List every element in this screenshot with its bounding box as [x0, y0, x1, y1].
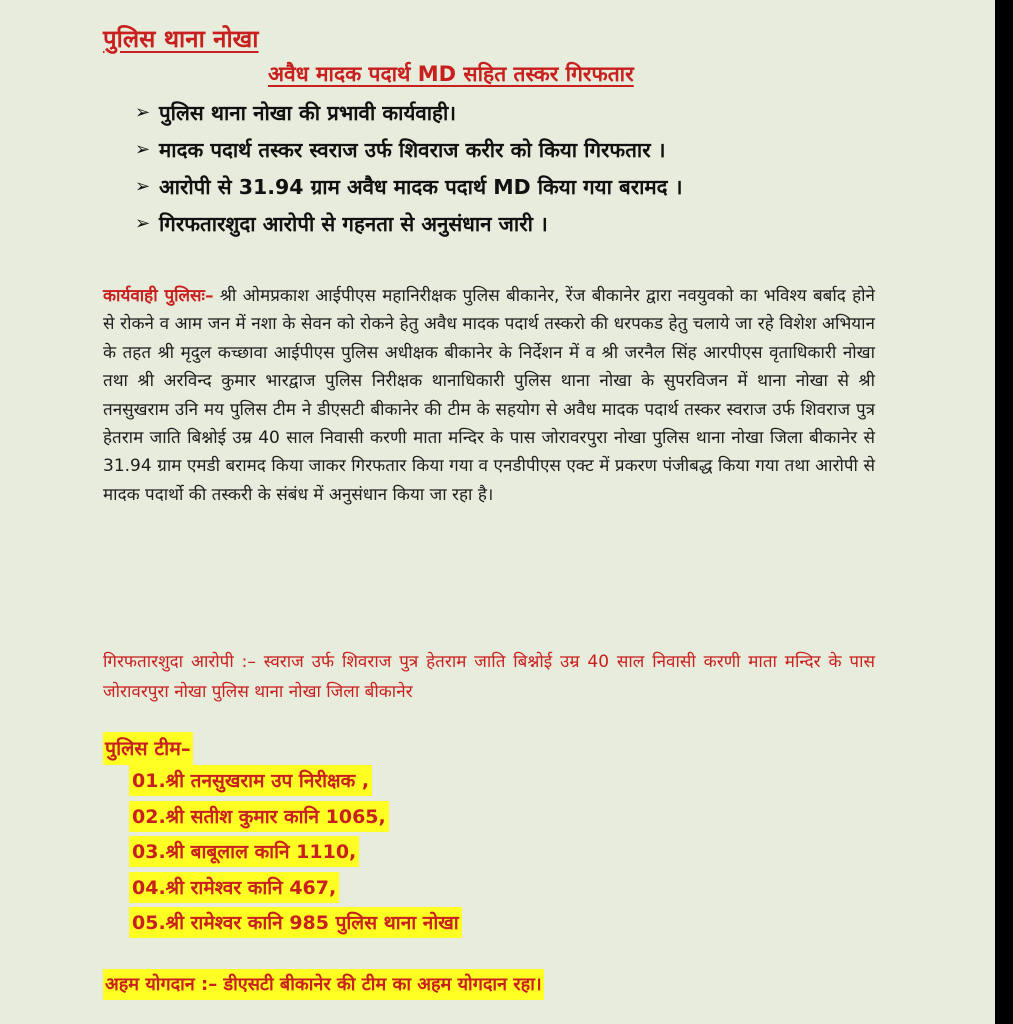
- arrow-bullet-icon: ➢: [135, 102, 151, 123]
- highlight-text: गिरफतारशुदा आरोपी से गहनता से अनुसंधान जारी ।: [159, 211, 548, 236]
- arrow-bullet-icon: ➢: [135, 176, 151, 197]
- highlight-text: पुलिस थाना नोखा की प्रभावी कार्यवाही।: [159, 100, 457, 125]
- arrow-bullet-icon: ➢: [135, 213, 151, 234]
- news-headline: अवैध मादक पदार्थ MD सहित तस्कर गिरफतार: [268, 62, 634, 86]
- action-body-text: श्री ओमप्रकाश आईपीएस महानिरीक्षक पुलिस बीकानेर, रेंज बीकानेर द्वारा नवयुवको का भविश्य बर्बाद होने से रोकने व आम जन में नशा के सेवन को रोकने हेतु अवैध मादक पदार्थ तस्करो की धरपकड हेतु चलाये जा रहे विशेश अभियान के तहत श्री मृदुल कच्छावा आईपीएस पुलिस अधीक्षक बीकानेर के निर्देशन में व श्री जरनैल सिंह आरपीएस वृताधिकारी नोखा तथा श्री अरविन्द कुमार भारद्वाज पुलिस निरीक्षक थानाधिकारी पुलिस थाना नोखा के सुपरविजन में थाना नोखा से श्री तनसुखराम उनि मय पुलिस टीम ने डीएसटी बीकानेर की टीम के सहयोग से अवैध मादक पदार्थ तस्कर स्वराज उर्फ शिवराज पुत्र हेतराम जाति बिश्नोई उम्र 40 साल निवासी करणी माता मन्दिर के पास जोरावरपुरा नोखा पुलिस थाना नोखा जिला बीकानेर से 31.94 ग्राम एमडी बरामद किया जाकर गिरफतार किया गया व एनडीपीएस एक्ट में प्रकरण पंजीबद्ध किया गया तथा आरोपी से मादक पदार्थो की तस्करी के संबंध में अनुसंधान किया जा रहा है।: [103, 286, 875, 505]
- highlights-list: [135, 94, 682, 242]
- team-member-item: [129, 763, 462, 799]
- highlight-item: [135, 131, 682, 168]
- highlight-text: आरोपी से 31.94 ग्राम अवैध मादक पदार्थ MD किया गया बरामद ।: [159, 174, 683, 199]
- highlight-item: [135, 205, 682, 242]
- action-lead-label: कार्यवाही पुलिसः–: [103, 286, 214, 306]
- team-member-item: [129, 905, 462, 941]
- team-member-text: 05.श्री रामेश्वर कानि 985 पुलिस थाना नोखा: [129, 907, 462, 938]
- team-member-item: [129, 834, 462, 870]
- team-member-text: 01.श्री तनसुखराम उप निरीक्षक ,: [129, 765, 372, 796]
- team-member-item: [129, 799, 462, 835]
- team-member-item: [129, 870, 462, 906]
- team-member-text: 03.श्री बाबूलाल कानि 1110,: [129, 836, 359, 867]
- highlight-item: [135, 94, 682, 131]
- accused-details: गिरफतारशुदा आरोपी :– स्वराज उर्फ शिवराज पुत्र हेतराम जाति बिश्नोई उम्र 40 साल निवासी करणी माता मन्दिर के पास जोरावरपुरा नोखा पुलिस थाना नोखा जिला बीकानेर: [103, 652, 875, 702]
- action-paragraph: [103, 282, 875, 509]
- highlight-item: [135, 168, 682, 205]
- highlight-text: मादक पदार्थ तस्कर स्वराज उर्फ शिवराज करीर को किया गिरफतार ।: [159, 137, 666, 162]
- team-member-text: 04.श्री रामेश्वर कानि 467,: [129, 872, 339, 903]
- police-team-list: [129, 763, 462, 941]
- arrow-bullet-icon: ➢: [135, 139, 151, 160]
- team-member-text: 02.श्री सतीश कुमार कानि 1065,: [129, 801, 389, 832]
- police-station-title: पुलिस थाना नोखा: [103, 25, 259, 53]
- key-contribution-note: अहम योगदान :– डीएसटी बीकानेर की टीम का अहम योगदान रहा।: [103, 969, 544, 1000]
- police-team-heading: पुलिस टीम–: [103, 732, 193, 765]
